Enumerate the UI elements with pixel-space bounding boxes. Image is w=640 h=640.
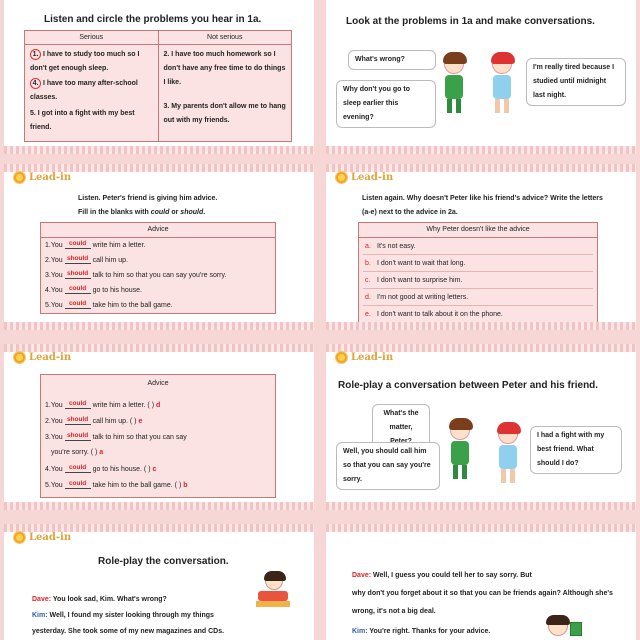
slide-make-conversations (326, 0, 636, 154)
slide-border-top (326, 164, 636, 172)
instruction-1: Listen. Peter's friend is giving him advice. (78, 195, 218, 202)
boy-illustration (450, 420, 470, 479)
slide-heading: Look at the problems in 1a and make conversations. (346, 16, 595, 27)
advice-table (40, 222, 276, 314)
dialogue-line: yesterday. She took some of my new magazines and CDs. (32, 628, 225, 635)
slide-role-play-conversation (4, 524, 314, 640)
slide-border-bottom (326, 322, 636, 330)
slide-border-bottom (326, 146, 636, 154)
col-serious: Serious (25, 31, 159, 44)
slide-heading: Role-play a conversation between Peter and his friend. (338, 380, 599, 391)
slide-border-bottom (4, 146, 314, 154)
answer-blank: could (65, 479, 91, 489)
speech-bubble-sleep: Why don't you go to sleep earlier this evening? (336, 80, 436, 128)
slide-border-top (326, 344, 636, 352)
speech-bubble-matter: What's the matter, (372, 404, 430, 452)
answer-blank: should (65, 254, 91, 264)
answer-blank: should (65, 415, 91, 425)
problems-table (24, 30, 292, 142)
advice-row: 4.You could go to his house. ( ) c (45, 464, 157, 473)
dialogue-line: wrong, it's not a big deal. (352, 608, 436, 615)
advice-row: 1.You could write him a letter. (45, 240, 146, 249)
advice-answer-table (40, 374, 276, 498)
boy-illustration (444, 54, 464, 113)
speech-bubble-tired: I'm really tired because I studied until midnight last night. (526, 58, 626, 106)
advice-row: 2.You should call him up. ( ) e (45, 416, 143, 425)
sun-icon (336, 352, 347, 363)
dialogue-line: Dave: You look sad, Kim. What's wrong? (32, 596, 167, 603)
problem-item: 1. I have to study too much so I don't get enough sleep. (30, 51, 140, 72)
dialogue-line: why don't you forget about it so that you can be friends again? Although she's (352, 590, 613, 597)
dialogue-line: Kim: Well, I found my sister looking through my things (32, 612, 214, 619)
slide-border-top (4, 164, 314, 172)
answer-blank: could (65, 463, 91, 473)
lead-in-label: Lead-in (14, 352, 71, 363)
answer-letter: c (152, 466, 157, 473)
sun-icon (14, 352, 25, 363)
reading-girl-illustration (258, 572, 290, 607)
reason-row: b. I don't want to wait that long. (363, 256, 593, 272)
instruction-1: Listen again. Why doesn't Peter like his friend's advice? Write the letters (362, 195, 603, 202)
lead-in-label: Lead-in (14, 532, 71, 543)
reason-row: e. I don't want to talk about it on the phone. (365, 311, 503, 318)
problem-item: 5. I got into a fight with my best friend. (30, 110, 135, 131)
lead-in-label: Lead-in (336, 352, 393, 363)
advice-row: you're sorry. ( ) a (51, 449, 104, 456)
answer-blank: should (65, 269, 91, 279)
girl-illustration (492, 54, 512, 113)
table-title: Advice (147, 380, 169, 387)
answer-letter: d (155, 402, 161, 409)
advice-row: 3.You should talk to him so that you can say (45, 432, 187, 441)
slide-advice-answers (4, 344, 314, 510)
girl-illustration (498, 424, 518, 483)
serious-column (25, 45, 159, 142)
advice-row: 1.You could write him a letter. ( ) d (45, 400, 161, 409)
sun-icon (14, 532, 25, 543)
lead-in-label: Lead-in (336, 172, 393, 183)
reason-row: c. I don't want to surprise him. (363, 273, 593, 289)
circle-mark: 4. (30, 78, 41, 89)
slide-border-bottom (4, 502, 314, 510)
speech-bubble-fight: I had a fight with my best friend. What should I do? (530, 426, 622, 474)
col-not-serious: Not serious (207, 34, 243, 41)
table-title: Why Peter doesn't like the advice (359, 223, 597, 238)
answer-blank: could (65, 284, 91, 294)
instruction-2: (a-e) next to the advice in 2a. (362, 209, 458, 216)
dialogue-line: Dave: Well, I guess you could tell her to say sorry. But (352, 572, 532, 579)
slide-heading: Role-play the conversation. (98, 556, 229, 567)
slide-heading: Listen and circle the problems you hear in 1a. (44, 14, 262, 25)
answer-blank: could (65, 299, 91, 309)
table-title: Advice (41, 223, 275, 238)
reason-row: a. It's not easy. (363, 239, 593, 255)
advice-row: 5.You could take him to the ball game. (45, 300, 173, 309)
answer-letter: e (138, 418, 143, 425)
answer-letter: a (99, 449, 104, 456)
slide-reasons (326, 164, 636, 330)
slide-circle-problems (4, 0, 314, 154)
advice-row: 4.You could go to his house. (45, 285, 142, 294)
advice-row: 5.You could take him to the ball game. ( ) b (45, 480, 188, 489)
problem-item: 2. I have too much homework so I don't have any free time to do things I like. (163, 51, 286, 86)
slide-conversation-continued (326, 524, 636, 640)
instruction-2: Fill in the blanks with could or should. (78, 209, 206, 216)
girl-with-book-illustration (548, 616, 568, 636)
answer-blank: should (65, 431, 91, 441)
answer-letter: b (183, 482, 188, 489)
slide-role-play-peter (326, 344, 636, 510)
sun-icon (336, 172, 347, 183)
problem-item: 4. I have too many after-school classes. (30, 80, 138, 101)
advice-row: 3.You should talk to him so that you can say you're sorry. (45, 270, 227, 279)
sun-icon (14, 172, 25, 183)
slide-border-top (4, 344, 314, 352)
reason-row: d. I'm not good at writing letters. (363, 290, 593, 306)
reasons-table (358, 222, 598, 324)
answer-blank: could (65, 399, 91, 409)
slide-border-top (326, 524, 636, 532)
slide-border-bottom (4, 322, 314, 330)
slide-border-top (4, 524, 314, 532)
speech-bubble-wrong: What's wrong? (348, 50, 436, 70)
speech-bubble-call: Well, you should call him so that you can say you're sorry. (336, 442, 440, 490)
slide-border-bottom (326, 502, 636, 510)
problem-item: 3. My parents don't allow me to hang out with my friends. (163, 103, 286, 124)
circle-mark: 1. (30, 49, 41, 60)
advice-row: 2.You should call him up. (45, 255, 128, 264)
slide-fill-blanks (4, 164, 314, 330)
lead-in-label: Lead-in (14, 172, 71, 183)
not-serious-column (159, 45, 292, 142)
answer-blank: could (65, 239, 91, 249)
dialogue-line: Kim: You're right. Thanks for your advice. (352, 628, 491, 635)
